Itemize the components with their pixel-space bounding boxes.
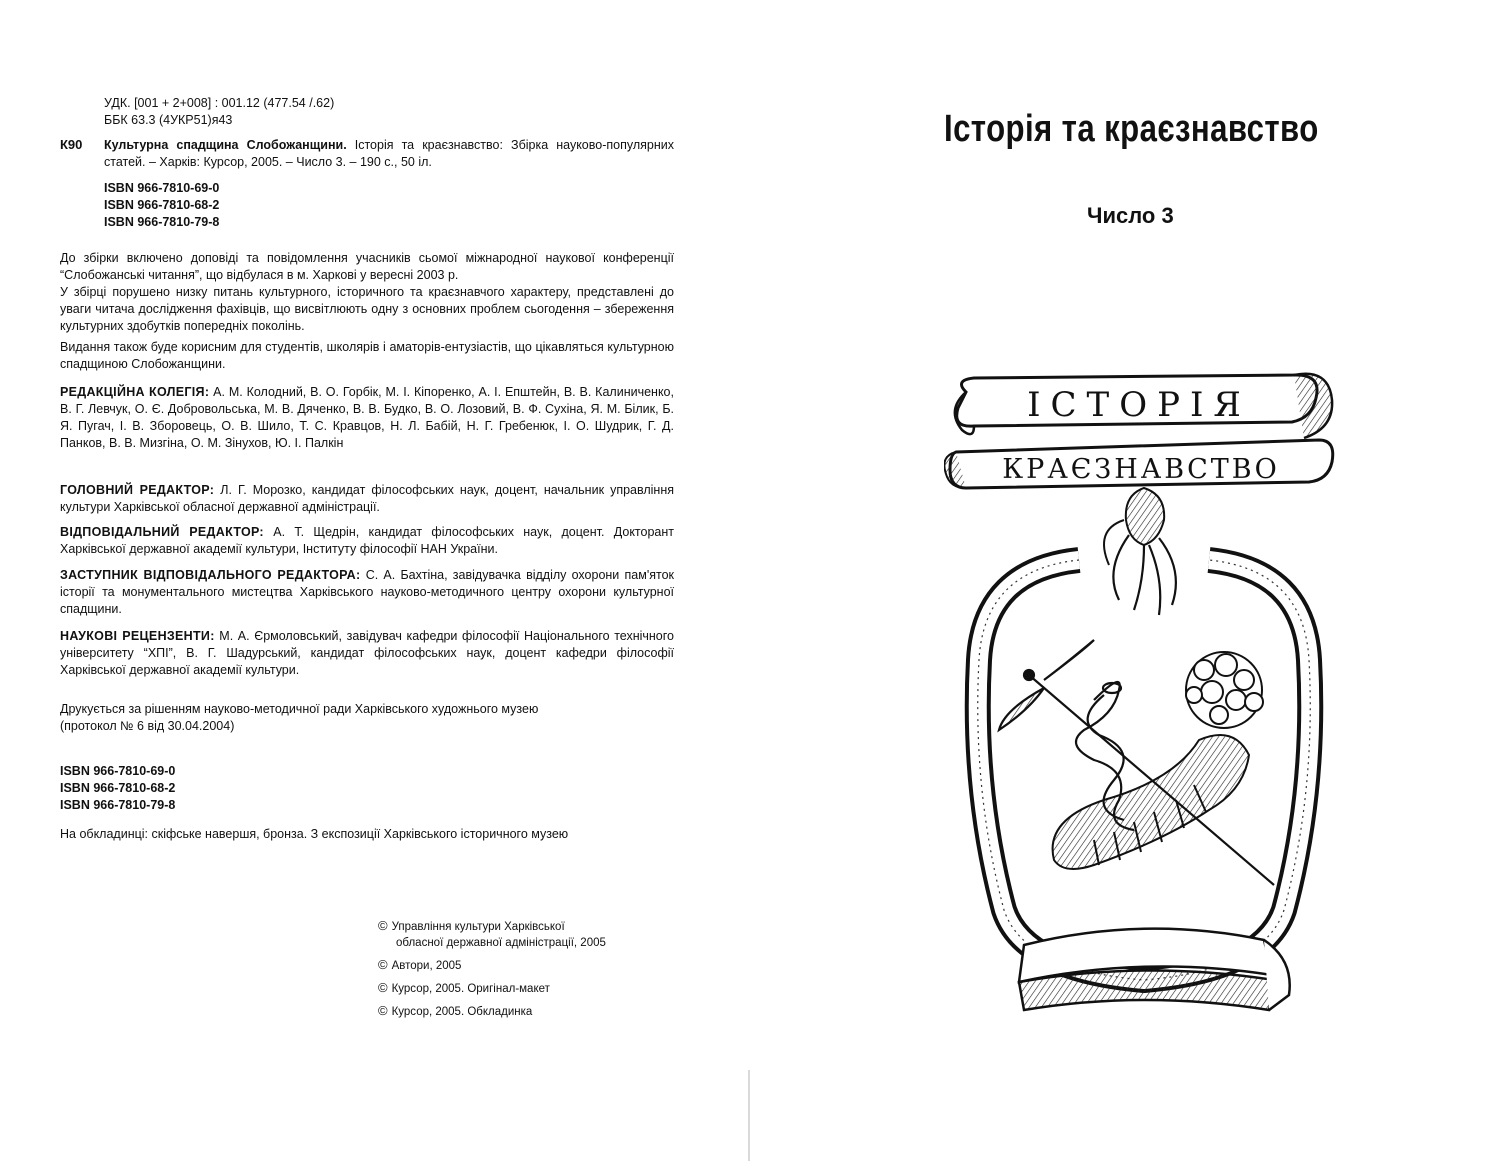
isbn-line: ISBN 966-7810-68-2 [104, 198, 220, 212]
isbn-line: ISBN 966-7810-79-8 [104, 215, 220, 229]
isbn-line: ISBN 966-7810-69-0 [104, 181, 220, 195]
abstract-paragraph: У збірці порушено низку питань культурного, історичного та краєзнавчого характеру, представлені до уваги читача дослідження фахівців, що висвітлюють одну з основних проблем сьогодення – збереження культурних здобутків попередніх поколінь. [60, 285, 674, 333]
abstract [60, 250, 674, 373]
copyright-line: © Автори, 2005 [378, 957, 462, 972]
copyright-block [378, 918, 708, 1020]
cover-note [60, 826, 674, 843]
copyright-line-cont: обласної державної адміністрації, 2005 [396, 937, 606, 949]
cover-note-text: На обкладинці: скіфське навершя, бронза. З експозиції Харківського історичного музею [60, 827, 569, 841]
abstract-paragraph: Видання також буде корисним для студентів, школярів і аматорів-ентузіастів, що цікавляться культурною спадщиною Слобожанщини. [60, 340, 674, 371]
chief-editor-text: Л. Г. Морозко, кандидат філософських наук, доцент, начальник управління культури Харківської обласної державної адміністрації. [60, 483, 674, 514]
deputy-editor-text: С. А. Бахтіна, завідувачка відділу охорони пам'яток історії та монументального мистецтва Харківського науково-методичного центру охорони культурної спадщини. [60, 568, 674, 616]
responsible-editor-text: А. Т. Щедрін, кандидат філософських наук, доцент. Докторант Харківської державної академії культури, Інституту філософії НАН України. [60, 525, 674, 556]
editorial-board-members: А. М. Колодний, В. О. Горбік, М. І. Кіпоренко, А. І. Епштейн, В. В. Калиниченко, В. Г. Левчук, О. Є. Добровольська, М. В. Дяченко, В. В. Будко, В. О. Лозовий, В. Ф. Сухіна, Я. М. Білик, Б. Я. Пугач, І. В. Зборовець, О. В. Шило, Т. С. Кравцов, Н. Л. Бабій, Н. Г. Гребенюк, І. О. Шудрик, Г. Д. Панков, В. В. Мизгіна, О. М. Зінухов, Ю. І. Палкін [60, 385, 674, 450]
copyright-line: © Управління культури Харківської [378, 918, 565, 933]
print-note-line: Друкується за рішенням науково-методичної ради Харківського художнього музею [60, 702, 539, 716]
book-title-bold: Культурна спадщина Слобожанщини. [104, 138, 347, 152]
copyright-icon: © [378, 918, 388, 933]
bottom-ribbon [944, 440, 1332, 488]
knot-tassel [1104, 488, 1176, 615]
abstract-paragraph: До збірки включено доповіді та повідомлення учасників сьомої міжнародної наукової конференції “Слобожанські читання”, що відбулася в м. Харкові у вересні 2003 р. [60, 251, 674, 282]
ribbon-bottom-text: КРАЄЗНАВСТВО [1002, 454, 1280, 485]
udk-code: УДК. [001 + 2+008] : 001.12 (477.54 /.62) [104, 96, 335, 110]
deputy-editor-label: ЗАСТУПНИК ВІДПОВІДАЛЬНОГО РЕДАКТОРА: [60, 568, 361, 582]
print-note-line: (протокол № 6 від 30.04.2004) [60, 719, 235, 733]
chief-editor-label: ГОЛОВНИЙ РЕДАКТОР: [60, 483, 215, 497]
copyright-icon: © [378, 1003, 388, 1018]
top-ribbon [955, 374, 1332, 438]
bibliographic-entry [104, 137, 674, 171]
reviewers-text: М. А. Єрмоловський, завідувач кафедри філософії Національного технічного університету “ХПІ”, В. Г. Шадурський, кандидат філософських наук, доцент кафедри філософії Харківської державної академії культури. [60, 629, 674, 677]
author-mark-k90: К90 [60, 137, 83, 152]
isbn-list-bottom [60, 763, 360, 814]
responsible-editor [60, 524, 674, 558]
bbk-code: ББК 63.3 (4УКР51)я43 [104, 113, 233, 127]
copyright-line: © Курсор, 2005. Оригінал-макет [378, 980, 550, 995]
editorial-board [60, 384, 674, 452]
classification-block [104, 95, 674, 129]
chief-editor [60, 482, 674, 516]
editorial-board-label: РЕДАКЦІЙНА КОЛЕГІЯ: [60, 385, 210, 399]
right-page-title [749, 0, 1498, 1161]
shield-frame [978, 560, 1311, 980]
book-description: Історія та краєзнавство: Збірка науково-популярних статей. – Харків: Курсор, 2005. – Число 3. – 190 с., 50 іл. [104, 138, 674, 169]
print-note [60, 701, 674, 735]
reviewers-label: НАУКОВІ РЕЦЕНЗЕНТИ: [60, 629, 215, 643]
bottom-wrap-ribbon [1019, 929, 1290, 1010]
deputy-editor [60, 567, 674, 618]
isbn-line: ISBN 966-7810-79-8 [60, 798, 176, 812]
ribbon-top-text: ІСТОРІЯ [1027, 385, 1251, 425]
isbn-line: ISBN 966-7810-68-2 [60, 781, 176, 795]
copyright-icon: © [378, 980, 388, 995]
responsible-editor-label: ВІДПОВІДАЛЬНИЙ РЕДАКТОР: [60, 525, 264, 539]
isbn-list-top [104, 180, 404, 231]
cornucopia [1053, 652, 1263, 869]
issue-number: Число 3 [1087, 203, 1174, 228]
series-title: Історія та краєзнавство [944, 108, 1319, 150]
copyright-line: © Курсор, 2005. Обкладинка [378, 1003, 533, 1018]
isbn-line: ISBN 966-7810-69-0 [60, 764, 176, 778]
copyright-icon: © [378, 957, 388, 972]
emblem-cornucopia-caduceus-icon [944, 370, 1344, 1030]
reviewers [60, 628, 674, 679]
